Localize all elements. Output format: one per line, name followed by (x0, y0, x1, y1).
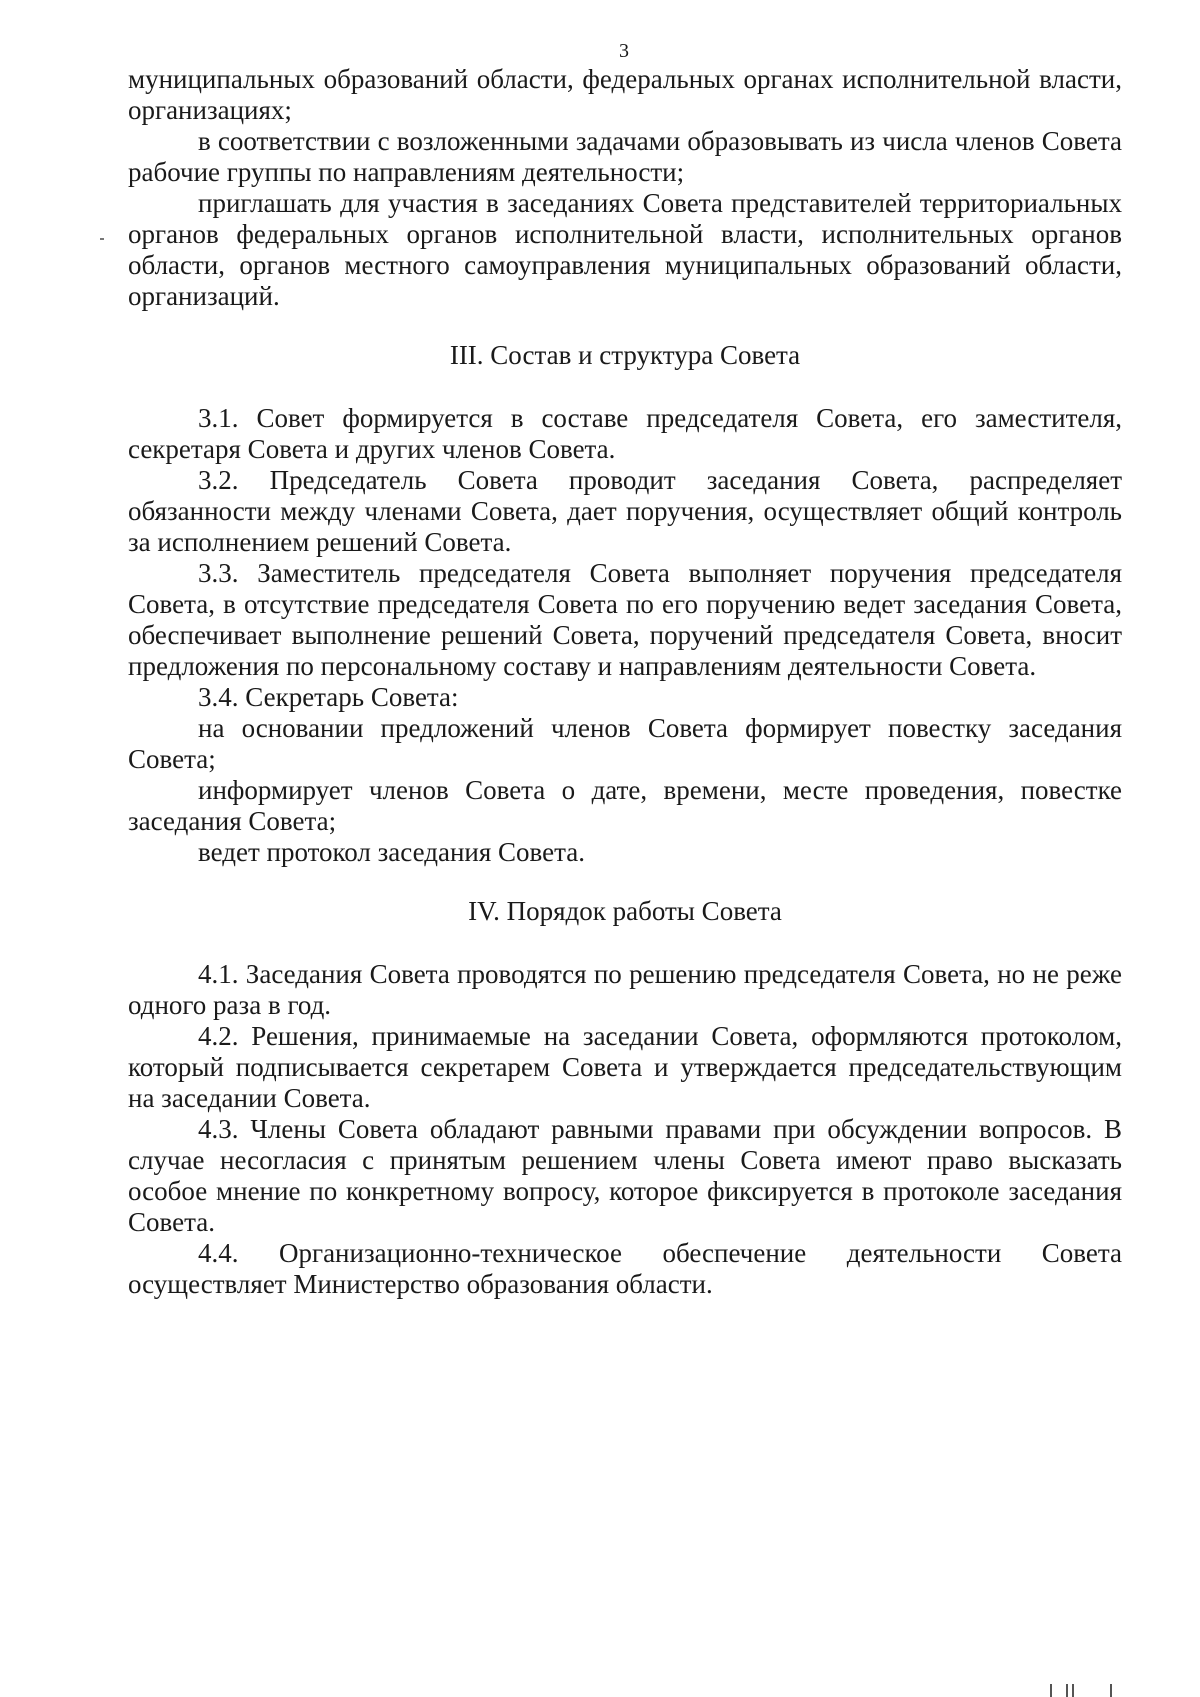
paragraph: 4.2. Решения, принимаемые на заседании Совета, оформляются протоколом, который подписывается секретарем Совета и утверждается председательствующим на заседании Совета. (128, 1021, 1122, 1113)
section-4 (128, 868, 1122, 1300)
section-heading: III. Состав и структура Совета (449, 340, 801, 370)
paragraph: 3.3. Заместитель председателя Совета выполняет поручения председателя Совета, в отсутствие председателя Совета по его поручению ведет заседания Совета, обеспечивает выполнение решений Совета, поручений председателя Совета, вносит предложения по персональному составу и направлениям деятельности Совета. (128, 558, 1122, 681)
section-3 (128, 312, 1122, 868)
paragraph: информирует членов Совета о дате, времени, месте проведения, повестке заседания Совета; (128, 775, 1122, 836)
scan-mark (1066, 1684, 1068, 1697)
paragraph: 4.4. Организационно-техническое обеспечение деятельности Совета осуществляет Министерство образования области. (128, 1238, 1122, 1299)
top-paragraphs (128, 64, 1122, 312)
paragraph: 3.1. Совет формируется в составе председателя Совета, его заместителя, секретаря Совета и других членов Совета. (128, 403, 1122, 464)
paragraph: муниципальных образований области, федеральных органах исполнительной власти, организациях; (128, 64, 1122, 125)
paragraph: 3.4. Секретарь Совета: (198, 682, 459, 712)
paragraph: в соответствии с возложенными задачами образовывать из числа членов Совета рабочие группы по направлениям деятельности; (128, 126, 1122, 187)
paragraph: 3.2. Председатель Совета проводит заседания Совета, распределяет обязанности между членами Совета, дает поручения, осуществляет общий контроль за исполнением решений Совета. (128, 465, 1122, 557)
paragraph: на основании предложений членов Совета формирует повестку заседания Совета; (128, 713, 1122, 774)
paragraph: 4.3. Члены Совета обладают равными правами при обсуждении вопросов. В случае несогласия с принятым решением члены Совета имеют право высказать особое мнение по конкретному вопросу, которое фиксируется в протоколе заседания Совета. (128, 1114, 1122, 1237)
paragraph: 4.1. Заседания Совета проводятся по решению председателя Совета, но не реже одного раза в год. (128, 959, 1122, 1020)
section-heading: IV. Порядок работы Совета (468, 896, 782, 926)
scan-mark (100, 238, 104, 240)
scan-mark (1050, 1684, 1052, 1697)
scan-mark (1072, 1684, 1074, 1697)
paragraph: приглашать для участия в заседаниях Совета представителей территориальных органов федеральных органов исполнительной власти, исполнительных органов области, органов местного самоуправления муниципальных образований области, организаций. (128, 188, 1122, 311)
page-number: 3 (619, 40, 629, 62)
scan-mark (1110, 1684, 1112, 1697)
document-body (128, 64, 1122, 1300)
paragraph: ведет протокол заседания Совета. (198, 837, 585, 867)
